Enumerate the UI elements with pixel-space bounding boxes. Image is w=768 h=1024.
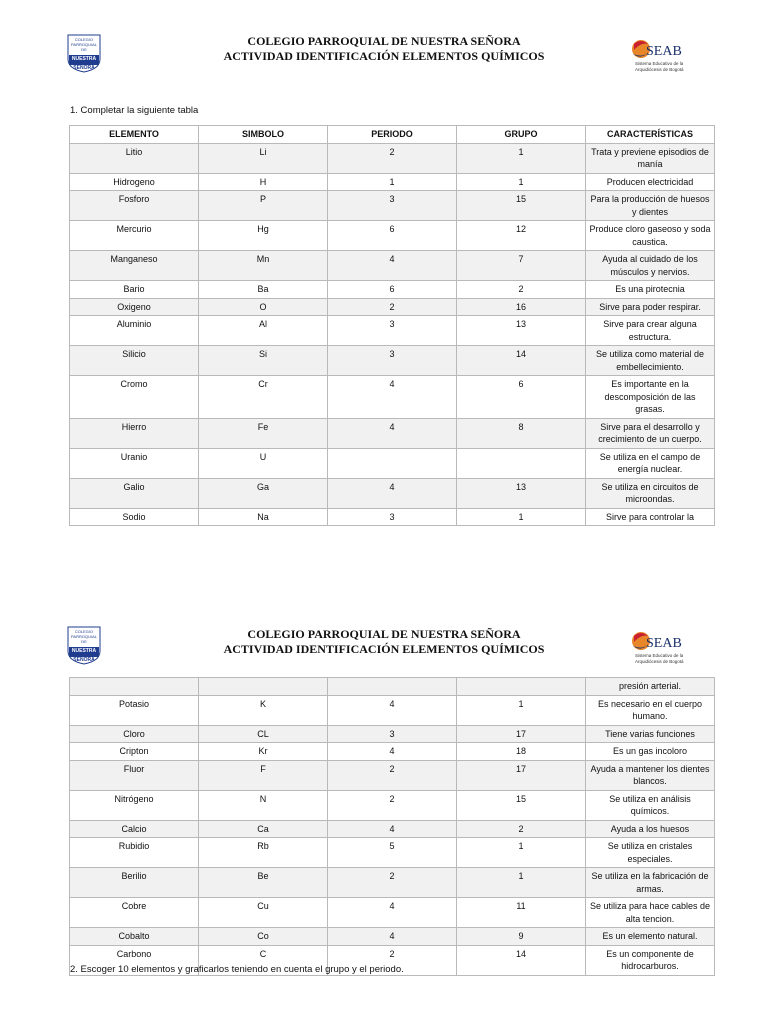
period-cell: 3 xyxy=(328,725,457,743)
school-crest-logo xyxy=(66,33,102,73)
group-cell: 2 xyxy=(457,281,586,299)
element-cell: Manganeso xyxy=(70,251,199,281)
group-cell: 1 xyxy=(457,508,586,526)
element-cell: Oxigeno xyxy=(70,298,199,316)
symbol-cell: Al xyxy=(199,316,328,346)
svg-text:PARROQUIAL: PARROQUIAL xyxy=(71,634,97,639)
characteristics-cell: Produce cloro gaseoso y soda caustica. xyxy=(586,221,715,251)
school-crest-logo xyxy=(66,625,102,665)
svg-text:Arquidiócesis de Bogotá: Arquidiócesis de Bogotá xyxy=(635,659,684,664)
table-row xyxy=(70,346,715,376)
table-row xyxy=(70,725,715,743)
symbol-cell: C xyxy=(199,945,328,975)
characteristics-cell: presión arterial. xyxy=(586,678,715,696)
period-cell: 6 xyxy=(328,221,457,251)
element-cell: Cromo xyxy=(70,376,199,419)
period-cell: 4 xyxy=(328,928,457,946)
element-cell: Uranio xyxy=(70,448,199,478)
table-row xyxy=(70,508,715,526)
element-cell: Silicio xyxy=(70,346,199,376)
element-cell: Fosforo xyxy=(70,191,199,221)
group-cell: 1 xyxy=(457,868,586,898)
characteristics-cell: Ayuda al cuidado de los músculos y nervios. xyxy=(586,251,715,281)
characteristics-cell: Para la producción de huesos y dientes xyxy=(586,191,715,221)
group-cell: 9 xyxy=(457,928,586,946)
symbol-cell: Rb xyxy=(199,838,328,868)
activity-title: ACTIVIDAD IDENTIFICACIÓN ELEMENTOS QUÍMICOS xyxy=(223,49,545,63)
group-cell xyxy=(457,678,586,696)
column-header-group: GRUPO xyxy=(457,126,586,144)
group-cell: 15 xyxy=(457,790,586,820)
symbol-cell: CL xyxy=(199,725,328,743)
symbol-cell: Ba xyxy=(199,281,328,299)
element-cell: Bario xyxy=(70,281,199,299)
element-cell: Carbono xyxy=(70,945,199,975)
table-row xyxy=(70,868,715,898)
school-name: COLEGIO PARROQUIAL DE NUESTRA SEÑORA xyxy=(247,627,521,641)
period-cell: 4 xyxy=(328,695,457,725)
period-cell: 4 xyxy=(328,898,457,928)
svg-text:SEÑORA: SEÑORA xyxy=(73,65,95,71)
table-row xyxy=(70,281,715,299)
element-cell: Mercurio xyxy=(70,221,199,251)
group-cell: 16 xyxy=(457,298,586,316)
group-cell: 1 xyxy=(457,695,586,725)
table-body xyxy=(70,143,715,526)
symbol-cell: O xyxy=(199,298,328,316)
svg-text:NUESTRA: NUESTRA xyxy=(71,648,97,654)
symbol-cell: Ga xyxy=(199,478,328,508)
svg-text:Sistema Educativo de la: Sistema Educativo de la xyxy=(635,653,684,658)
symbol-cell: Fe xyxy=(199,418,328,448)
elements-table-part-2 xyxy=(69,677,715,976)
characteristics-cell: Es un elemento natural. xyxy=(586,928,715,946)
symbol-cell: Kr xyxy=(199,743,328,761)
element-cell: Cripton xyxy=(70,743,199,761)
svg-text:SEAB: SEAB xyxy=(646,636,682,651)
period-cell: 2 xyxy=(328,868,457,898)
table-row xyxy=(70,221,715,251)
group-cell: 17 xyxy=(457,760,586,790)
period-cell xyxy=(328,448,457,478)
table-row xyxy=(70,820,715,838)
period-cell: 4 xyxy=(328,478,457,508)
group-cell: 7 xyxy=(457,251,586,281)
table-row xyxy=(70,760,715,790)
symbol-cell: Hg xyxy=(199,221,328,251)
svg-text:PARROQUIAL: PARROQUIAL xyxy=(71,42,97,47)
characteristics-cell: Se utiliza en cristales especiales. xyxy=(586,838,715,868)
table-row xyxy=(70,143,715,173)
symbol-cell: H xyxy=(199,173,328,191)
period-cell: 2 xyxy=(328,760,457,790)
element-cell: Berilio xyxy=(70,868,199,898)
element-cell: Rubidio xyxy=(70,838,199,868)
table-header-row xyxy=(70,126,715,144)
period-cell: 4 xyxy=(328,418,457,448)
element-cell: Galio xyxy=(70,478,199,508)
symbol-cell: F xyxy=(199,760,328,790)
svg-text:SEÑORA: SEÑORA xyxy=(73,657,95,663)
symbol-cell: P xyxy=(199,191,328,221)
table-row xyxy=(70,298,715,316)
characteristics-cell: Es importante en la descomposición de las grasas. xyxy=(586,376,715,419)
page-title xyxy=(150,627,618,657)
characteristics-cell: Ayuda a los huesos xyxy=(586,820,715,838)
seab-logo xyxy=(629,630,699,666)
table-row xyxy=(70,316,715,346)
characteristics-cell: Trata y previene episodios de manía xyxy=(586,143,715,173)
characteristics-cell: Sirve para poder respirar. xyxy=(586,298,715,316)
characteristics-cell: Sirve para crear alguna estructura. xyxy=(586,316,715,346)
group-cell: 1 xyxy=(457,143,586,173)
period-cell: 2 xyxy=(328,298,457,316)
period-cell: 2 xyxy=(328,790,457,820)
table-row xyxy=(70,173,715,191)
table-row xyxy=(70,743,715,761)
svg-text:NUESTRA: NUESTRA xyxy=(71,56,97,62)
symbol-cell: Li xyxy=(199,143,328,173)
table-row xyxy=(70,838,715,868)
element-cell xyxy=(70,678,199,696)
period-cell xyxy=(328,678,457,696)
table-row xyxy=(70,448,715,478)
table-row xyxy=(70,790,715,820)
characteristics-cell: Sirve para controlar la xyxy=(586,508,715,526)
table-row xyxy=(70,898,715,928)
period-cell: 2 xyxy=(328,143,457,173)
characteristics-cell: Se utiliza para hace cables de alta tencion. xyxy=(586,898,715,928)
seab-logo xyxy=(629,38,699,74)
characteristics-cell: Producen electricidad xyxy=(586,173,715,191)
svg-text:Arquidiócesis de Bogotá: Arquidiócesis de Bogotá xyxy=(635,67,684,72)
table-row xyxy=(70,418,715,448)
group-cell: 1 xyxy=(457,838,586,868)
group-cell: 15 xyxy=(457,191,586,221)
element-cell: Potasio xyxy=(70,695,199,725)
element-cell: Hierro xyxy=(70,418,199,448)
column-header-characteristics: CARACTERÍSTICAS xyxy=(586,126,715,144)
table-row xyxy=(70,376,715,419)
symbol-cell xyxy=(199,678,328,696)
table-body xyxy=(70,678,715,976)
period-cell: 5 xyxy=(328,838,457,868)
period-cell: 4 xyxy=(328,251,457,281)
characteristics-cell: Tiene varias funciones xyxy=(586,725,715,743)
page-title xyxy=(150,34,618,64)
activity-title: ACTIVIDAD IDENTIFICACIÓN ELEMENTOS QUÍMICOS xyxy=(223,642,545,656)
group-cell: 14 xyxy=(457,945,586,975)
characteristics-cell: Es necesario en el cuerpo humano. xyxy=(586,695,715,725)
element-cell: Cobre xyxy=(70,898,199,928)
symbol-cell: Si xyxy=(199,346,328,376)
period-cell: 1 xyxy=(328,173,457,191)
characteristics-cell: Se utiliza como material de embellecimiento. xyxy=(586,346,715,376)
characteristics-cell: Ayuda a mantener los dientes blancos. xyxy=(586,760,715,790)
symbol-cell: U xyxy=(199,448,328,478)
characteristics-cell: Se utiliza en circuitos de microondas. xyxy=(586,478,715,508)
period-cell: 4 xyxy=(328,376,457,419)
symbol-cell: N xyxy=(199,790,328,820)
characteristics-cell: Es un gas incoloro xyxy=(586,743,715,761)
elements-table-part-1 xyxy=(69,125,715,526)
element-cell: Litio xyxy=(70,143,199,173)
group-cell: 1 xyxy=(457,173,586,191)
period-cell: 3 xyxy=(328,191,457,221)
element-cell: Aluminio xyxy=(70,316,199,346)
group-cell: 14 xyxy=(457,346,586,376)
group-cell: 12 xyxy=(457,221,586,251)
element-cell: Fluor xyxy=(70,760,199,790)
symbol-cell: Co xyxy=(199,928,328,946)
symbol-cell: Na xyxy=(199,508,328,526)
group-cell: 11 xyxy=(457,898,586,928)
table-row xyxy=(70,251,715,281)
column-header-symbol: SIMBOLO xyxy=(199,126,328,144)
period-cell: 3 xyxy=(328,316,457,346)
column-header-element: ELEMENTO xyxy=(70,126,199,144)
svg-text:DE: DE xyxy=(81,639,87,644)
svg-text:SEAB: SEAB xyxy=(646,44,682,59)
svg-text:COLEGIO: COLEGIO xyxy=(74,37,94,42)
instruction-2: 2. Escoger 10 elementos y graficarlos teniendo en cuenta el grupo y el periodo. xyxy=(70,964,404,975)
table-row xyxy=(70,478,715,508)
period-cell: 4 xyxy=(328,820,457,838)
period-cell: 4 xyxy=(328,743,457,761)
group-cell: 2 xyxy=(457,820,586,838)
characteristics-cell: Es un componente de hidrocarburos. xyxy=(586,945,715,975)
column-header-period: PERIODO xyxy=(328,126,457,144)
period-cell: 2 xyxy=(328,945,457,975)
characteristics-cell: Se utiliza en el campo de energía nuclear. xyxy=(586,448,715,478)
element-cell: Cloro xyxy=(70,725,199,743)
svg-text:Sistema Educativo de la: Sistema Educativo de la xyxy=(635,61,684,66)
symbol-cell: K xyxy=(199,695,328,725)
group-cell: 17 xyxy=(457,725,586,743)
group-cell: 13 xyxy=(457,478,586,508)
element-cell: Calcio xyxy=(70,820,199,838)
characteristics-cell: Se utiliza en análisis químicos. xyxy=(586,790,715,820)
school-name: COLEGIO PARROQUIAL DE NUESTRA SEÑORA xyxy=(247,34,521,48)
symbol-cell: Cu xyxy=(199,898,328,928)
symbol-cell: Mn xyxy=(199,251,328,281)
characteristics-cell: Sirve para el desarrollo y crecimiento de un cuerpo. xyxy=(586,418,715,448)
group-cell: 18 xyxy=(457,743,586,761)
group-cell: 6 xyxy=(457,376,586,419)
group-cell: 8 xyxy=(457,418,586,448)
svg-text:COLEGIO: COLEGIO xyxy=(74,629,94,634)
group-cell: 13 xyxy=(457,316,586,346)
table-row xyxy=(70,928,715,946)
element-cell: Sodio xyxy=(70,508,199,526)
table-row xyxy=(70,191,715,221)
element-cell: Cobalto xyxy=(70,928,199,946)
symbol-cell: Be xyxy=(199,868,328,898)
period-cell: 3 xyxy=(328,508,457,526)
symbol-cell: Ca xyxy=(199,820,328,838)
group-cell xyxy=(457,448,586,478)
characteristics-cell: Se utiliza en la fabricación de armas. xyxy=(586,868,715,898)
period-cell: 6 xyxy=(328,281,457,299)
period-cell: 3 xyxy=(328,346,457,376)
instruction-1: 1. Completar la siguiente tabla xyxy=(70,105,199,116)
element-cell: Hidrogeno xyxy=(70,173,199,191)
table-row xyxy=(70,678,715,696)
element-cell: Nitrógeno xyxy=(70,790,199,820)
table-row xyxy=(70,695,715,725)
symbol-cell: Cr xyxy=(199,376,328,419)
svg-text:DE: DE xyxy=(81,47,87,52)
characteristics-cell: Es una pirotecnia xyxy=(586,281,715,299)
